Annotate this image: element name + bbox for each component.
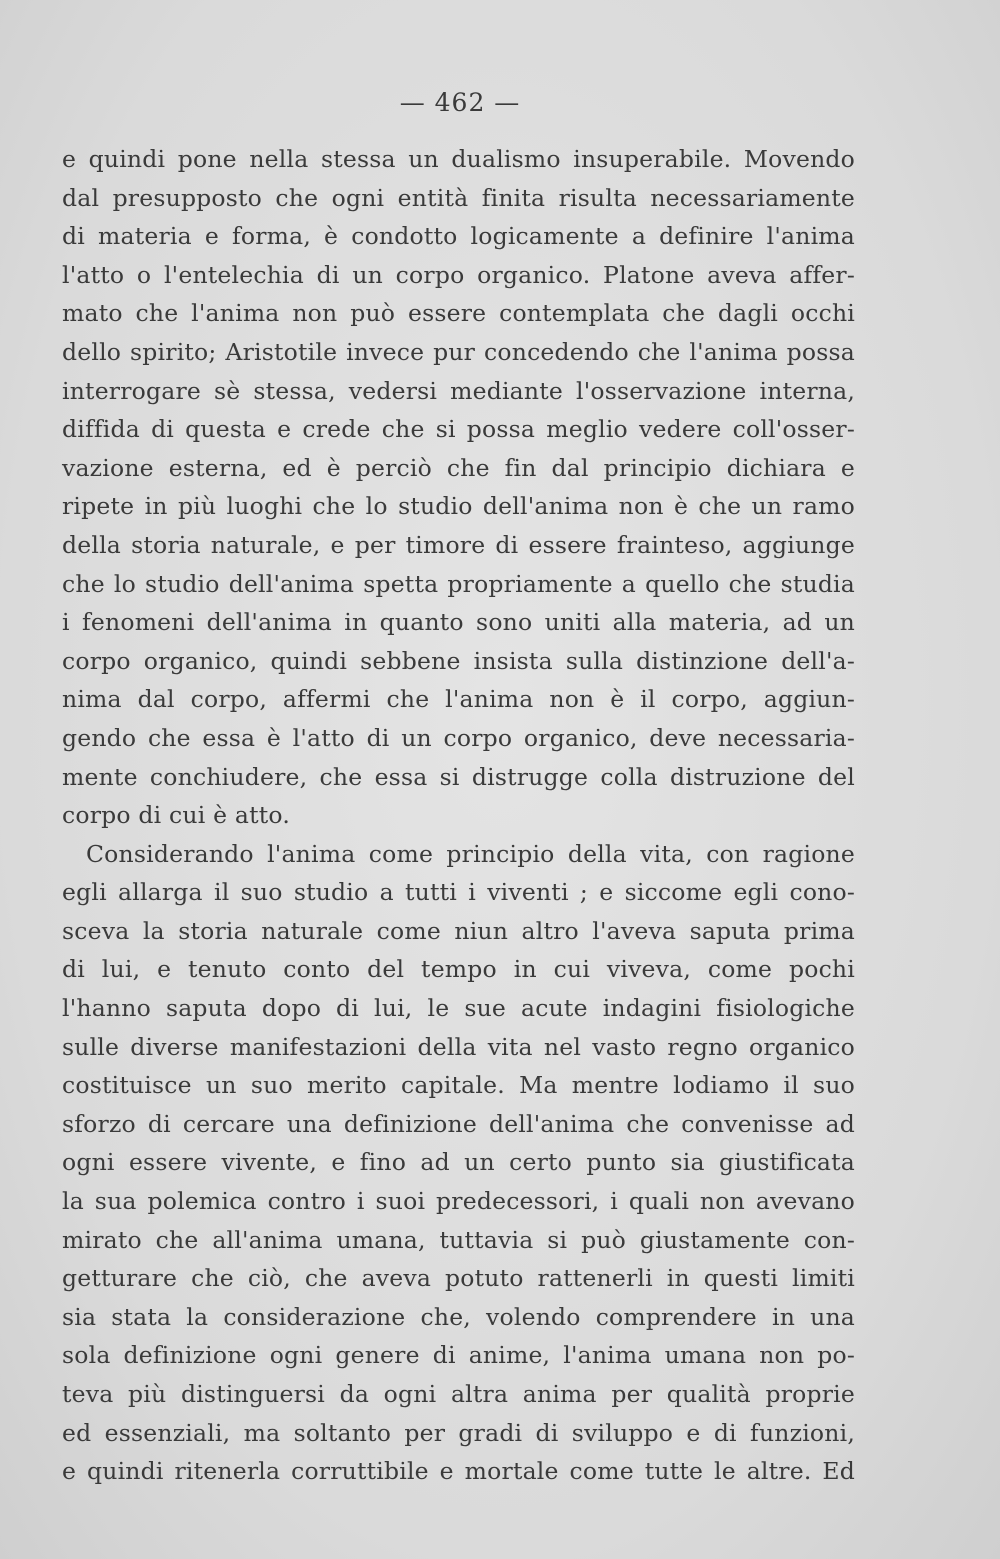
text-line: mente conchiudere, che essa si distrugge colla distruzione del (62, 762, 855, 791)
text-line: corpo di cui è atto. (62, 801, 290, 830)
text-line: mato che l'anima non può essere contemplata che dagli occhi (62, 299, 855, 328)
text-line: gendo che essa è l'atto di un corpo organico, deve necessaria- (62, 723, 855, 752)
text-line: nima dal corpo, affermi che l'anima non è il corpo, aggiun- (62, 685, 855, 714)
body-text (62, 140, 855, 1491)
text-line: diffida di questa e crede che si possa meglio vedere coll'osser- (62, 415, 855, 444)
page-number: — 462 — (399, 88, 521, 117)
text-line: interrogare sè stessa, vedersi mediante l'osservazione interna, (62, 376, 855, 405)
text-line: dello spirito; Aristotile invece pur concedendo che l'anima possa (62, 337, 855, 366)
text-line: costituisce un suo merito capitale. Ma mentre lodiamo il suo (62, 1071, 855, 1100)
text-line: mirato che all'anima umana, tuttavia si può giustamente con- (62, 1225, 855, 1254)
text-line: di lui, e tenuto conto del tempo in cui viveva, come pochi (62, 955, 855, 984)
text-line: getturare che ciò, che aveva potuto rattenerli in questi limiti (62, 1264, 855, 1293)
text-line: che lo studio dell'anima spetta propriamente a quello che studia (62, 569, 855, 598)
text-line: ed essenziali, ma soltanto per gradi di sviluppo e di funzioni, (62, 1418, 855, 1447)
text-line: egli allarga il suo studio a tutti i viventi ; e siccome egli cono- (62, 878, 855, 907)
text-line: ogni essere vivente, e fino ad un certo punto sia giustificata (62, 1148, 855, 1177)
paragraph-2 (62, 835, 855, 1491)
text-line: dal presupposto che ogni entità finita risulta necessariamente (62, 183, 855, 212)
text-line: teva più distinguersi da ogni altra anima per qualità proprie (62, 1380, 855, 1408)
paragraph-1 (62, 140, 855, 835)
text-line: della storia naturale, e per timore di essere frainteso, aggiunge (62, 530, 855, 559)
text-line: e quindi ritenerla corruttibile e mortale come tutte le altre. Ed (62, 1457, 855, 1486)
text-line: Considerando l'anima come principio della vita, con ragione (86, 839, 855, 868)
text-line: vazione esterna, ed è perciò che fin dal principio dichiara e (62, 453, 855, 482)
text-line: sceva la storia naturale come niun altro l'aveva saputa prima (62, 916, 855, 945)
text-line: ripete in più luoghi che lo studio dell'anima non è che un ramo (62, 492, 855, 521)
text-line: la sua polemica contro i suoi predecessori, i quali non avevano (62, 1187, 855, 1216)
text-line: sola definizione ogni genere di anime, l'anima umana non po- (62, 1341, 855, 1370)
text-line: di materia e forma, è condotto logicamente a definire l'anima (62, 222, 855, 251)
text-line: sia stata la considerazione che, volendo comprendere in una (62, 1302, 855, 1331)
text-line: sforzo di cercare una definizione dell'anima che convenisse ad (62, 1109, 855, 1138)
text-line: e quindi pone nella stessa un dualismo insuperabile. Movendo (62, 145, 855, 173)
text-line: l'hanno saputa dopo di lui, le sue acute indagini fisiologiche (62, 994, 855, 1023)
text-line: i fenomeni dell'anima in quanto sono uniti alla materia, ad un (62, 608, 855, 637)
text-line: sulle diverse manifestazioni della vita nel vasto regno organico (62, 1032, 855, 1061)
text-line: corpo organico, quindi sebbene insista sulla distinzione dell'a- (62, 646, 855, 675)
text-line: l'atto o l'entelechia di un corpo organico. Platone aveva affer- (62, 260, 855, 289)
